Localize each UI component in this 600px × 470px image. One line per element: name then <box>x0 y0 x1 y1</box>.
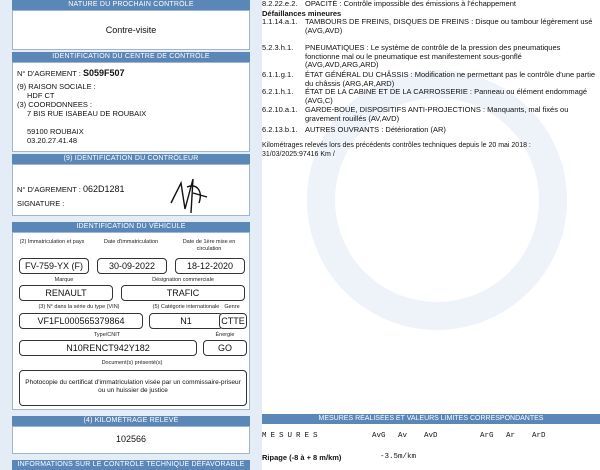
centre-address2: 59100 ROUBAIX <box>27 127 84 136</box>
kilometrage-panel <box>12 426 250 454</box>
mesures-col-0: AvG <box>372 432 386 440</box>
defect-code: 1.1.14.a.1. <box>262 17 298 26</box>
mesures-col-1: Av <box>398 432 408 440</box>
vehicule-header: IDENTIFICATION DU VÉHICULE <box>12 222 250 232</box>
controleur-panel <box>12 164 250 216</box>
designation-caption: Désignation commerciale <box>152 277 214 283</box>
defect-code: 6.2.1.h.1. <box>262 87 294 96</box>
centre-phone: 03.20.27.41.48 <box>27 136 78 145</box>
centre-coord-label: (3) COORDONNEES : <box>17 100 93 109</box>
categorie-caption: (5) Catégorie internationale <box>152 304 220 310</box>
defect-code: 6.1.1.g.1. <box>262 70 294 79</box>
defect-text: PNEUMATIQUES : Le système de contrôle de la pression des pneumatiques fonctionne mal ou le pneumatique est manifestement sous-gonflé (AVG,AVD,ARG,ARD) <box>305 43 561 70</box>
centre-panel <box>12 62 250 152</box>
centre-header: IDENTIFICATION DU CENTRE DE CONTRÔLE <box>12 52 250 62</box>
mesures-col-3: ArG <box>480 432 494 440</box>
defect-text: TAMBOURS DE FREINS, DISQUES DE FREINS : Disque ou tambour légèrement usé (AVG,AVD) <box>305 17 593 35</box>
controleur-signature-label: SIGNATURE : <box>17 199 65 208</box>
defect-code: 5.2.3.h.1. <box>262 43 294 52</box>
footer-header: INFORMATIONS SUR LE CONTRÔLE TECHNIQUE DÉFAVORABLE <box>12 460 250 470</box>
defect-top-code: 8.2.22.e.2. <box>262 0 298 8</box>
kilometrage-header: (4) KILOMÉTRAGE RELEVÉ <box>12 416 250 426</box>
ripage-label: Ripage (-8 à + 8 m/km) <box>262 453 342 462</box>
km-note: Kilométrages relevés lors des précédents contrôles techniques depuis le 20 mai 2018 : 31/03/2025:97416 Km / <box>262 142 531 158</box>
date-first-caption-1: Date de 1ère mise en <box>182 239 236 245</box>
defect-text: ÉTAT DE LA CABINE ET DE LA CARROSSERIE : Panneau ou élément endommagé (AVG,C) <box>305 87 588 105</box>
mesures-col-4: Ar <box>506 432 516 440</box>
date-immat-value: 30-09-2022 <box>97 258 167 274</box>
docs-caption: Document(s) présenté(s) <box>101 360 163 366</box>
signature-image <box>163 173 213 215</box>
defect-text: AUTRES OUVRANTS : Détérioration (AR) <box>305 125 446 134</box>
type-caption: Type/CNIT <box>93 332 121 338</box>
right-column <box>262 0 600 470</box>
docs-value: Photocopie du certificat d'immatriculation visée par un commissaire-priseur ou un huissier de justice <box>19 370 247 406</box>
marque-value: RENAULT <box>19 285 113 301</box>
defect-code: 6.2.10.a.1. <box>262 105 298 114</box>
ripage-value: -3.5m/km <box>380 453 417 461</box>
date-first-caption-2: circulation <box>196 246 222 252</box>
date-immat-caption: Date d'immatriculation <box>103 239 159 245</box>
centre-address1: 7 BIS RUE ISABEAU DE ROUBAIX <box>27 109 147 118</box>
vehicule-panel <box>12 232 250 410</box>
mesures-col-2: AvD <box>424 432 438 440</box>
centre-agrement-value: S059F507 <box>83 68 125 78</box>
immat-caption: (2) Immatriculation et pays <box>19 239 85 245</box>
date-first-value: 18-12-2020 <box>175 258 245 274</box>
prochain-controle-value: Contre-visite <box>105 25 157 35</box>
controleur-header: (9) IDENTIFICATION DU CONTRÔLEUR <box>12 154 250 164</box>
type-value: N10RENCT942Y182 <box>19 340 197 356</box>
mesures-col-5: ArD <box>532 432 546 440</box>
designation-value: TRAFIC <box>121 285 245 301</box>
marque-caption: Marque <box>54 277 74 283</box>
kilometrage-value: 102566 <box>115 434 147 444</box>
mesures-header: MESURES RÉALISÉES ET VALEURS LIMITES CORRESPONDANTES <box>262 414 600 424</box>
left-column <box>0 0 262 470</box>
vin-value: VF1FL000565379864 <box>19 313 143 329</box>
energie-caption: Énergie <box>215 332 235 338</box>
controleur-agrement-value: 062D1281 <box>83 184 125 194</box>
genre-caption: Genre <box>224 304 240 310</box>
defect-top-text: OPACITÉ : Contrôle impossible des émissions à l'échappement <box>305 0 516 8</box>
centre-raison-value: HDF CT <box>27 91 55 100</box>
defect-text: ÉTAT GÉNÉRAL DU CHÂSSIS : Modification ne permettant pas le contrôle d'une partie du châssis (ARG,AR,ARD) <box>305 70 596 88</box>
mesures-label: MESURES <box>262 432 322 440</box>
centre-raison-label: (9) RAISON SOCIALE : <box>17 82 96 91</box>
defect-text: GARDE-BOUE, DISPOSITIFS ANTI-PROJECTIONS : Manquants, mal fixés ou gravement rouillés (AV,AVD) <box>305 105 569 123</box>
controleur-agrement-label: N° D'AGREMENT : <box>17 185 81 194</box>
energie-value: GO <box>203 340 247 356</box>
categorie-value: N1 <box>149 313 223 329</box>
defauts-mineurs-title: Défaillances mineures <box>262 9 342 18</box>
defect-code: 6.2.13.b.1. <box>262 125 298 134</box>
prochain-controle-header: NATURE DU PROCHAIN CONTRÔLE <box>12 0 250 10</box>
prochain-controle-panel <box>12 10 250 50</box>
genre-value: CTTE <box>219 313 247 329</box>
centre-agrement-label: N° D'AGREMENT : <box>17 69 81 78</box>
immat-value: FV-759-YX (F) <box>19 258 89 274</box>
vin-caption: (3) N° dans la série du type (VIN) <box>38 304 120 310</box>
